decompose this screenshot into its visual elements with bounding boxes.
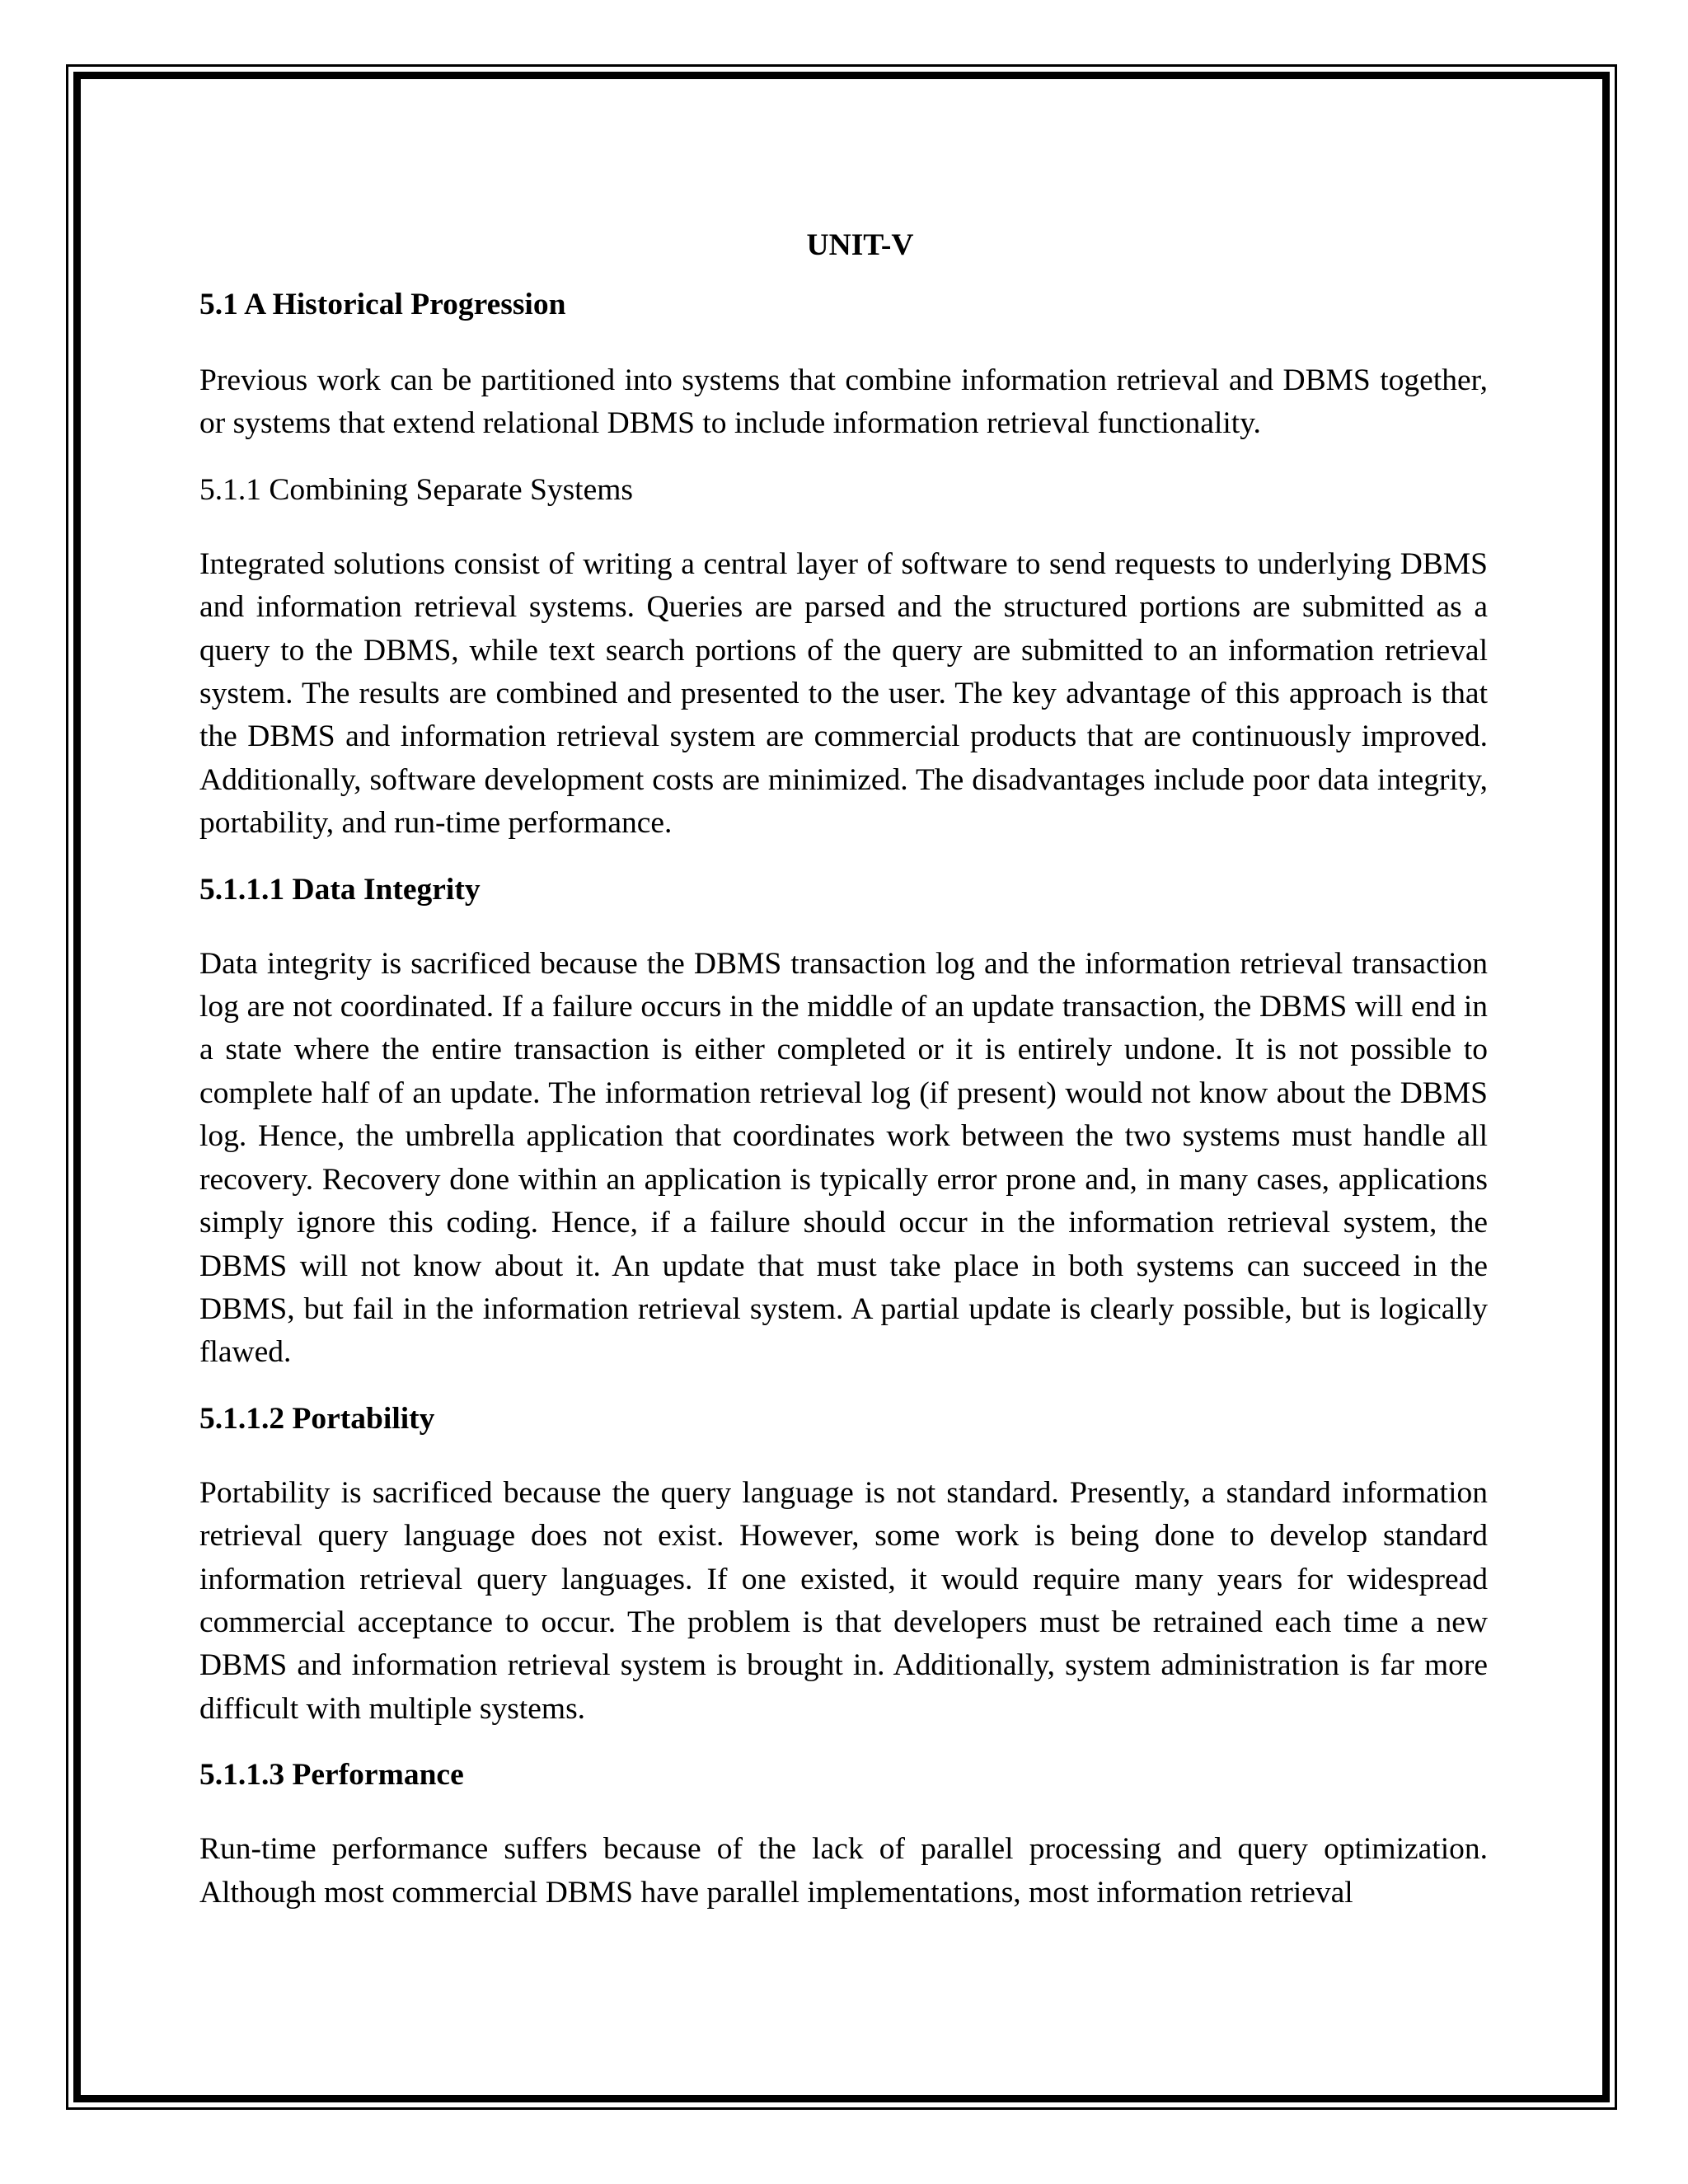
section-heading-5-1-1-2: 5.1.1.2 Portability xyxy=(199,1401,435,1436)
paragraph-5-1-1-1: Data integrity is sacrificed because the DBMS transaction log and the information retrieval transaction log are not coordinated. If a failure occurs in the middle of an update transaction, the DBMS will end in a state where the entire transaction is either completed or it is entirely undone. It is not possible to complete half of an update. The information retrieval log (if present) would not know about the DBMS log. Hence, the umbrella application that coordinates work between the two systems must handle all recovery. Recovery done within an application is typically error prone and, in many cases, applications simply ignore this coding. Hence, if a failure should occur in the information retrieval system, the DBMS will not know about it. An update that must take place in both systems can succeed in the DBMS, but fail in the information retrieval system. A partial update is clearly possible, but is logically flawed. xyxy=(199,946,1488,1370)
section-heading-5-1-1: 5.1.1 Combining Separate Systems xyxy=(199,472,634,507)
section-heading-5-1-1-3: 5.1.1.3 Performance xyxy=(199,1758,464,1793)
section-heading-5-1: 5.1 A Historical Progression xyxy=(199,288,566,321)
paragraph-5-1: Previous work can be partitioned into systems that combine information retrieval and DBMS together, or systems that extend relational DBMS to include information retrieval functionality. xyxy=(199,363,1488,441)
document-body xyxy=(199,224,1488,1915)
unit-title: UNIT-V xyxy=(806,228,914,262)
paragraph-5-1-1: Integrated solutions consist of writing a central layer of software to send requests to underlying DBMS and information retrieval systems. Queries are parsed and the structured portions are submitted as a query to the DBMS, while text search portions of the query are submitted to an information retrieval system. The results are combined and presented to the user. The key advantage of this approach is that the DBMS and information retrieval system are commercial products that are continuously improved. Additionally, software development costs are minimized. The disadvantages include poor data integrity, portability, and run-time performance. xyxy=(199,546,1488,841)
paragraph-5-1-1-3: Run-time performance suffers because of the lack of parallel processing and query optimization. Although most commercial DBMS have parallel implementations, most information retrieval xyxy=(199,1832,1488,1910)
paragraph-5-1-1-2: Portability is sacrificed because the query language is not standard. Presently, a standard information retrieval query language does not exist. However, some work is being done to develop standard information retrieval query languages. If one existed, it would require many years for widespread commercial acceptance to occur. The problem is that developers must be retrained each time a new DBMS and information retrieval system is brought in. Additionally, system administration is far more difficult with multiple systems. xyxy=(199,1475,1488,1726)
section-heading-5-1-1-1: 5.1.1.1 Data Integrity xyxy=(199,872,481,907)
